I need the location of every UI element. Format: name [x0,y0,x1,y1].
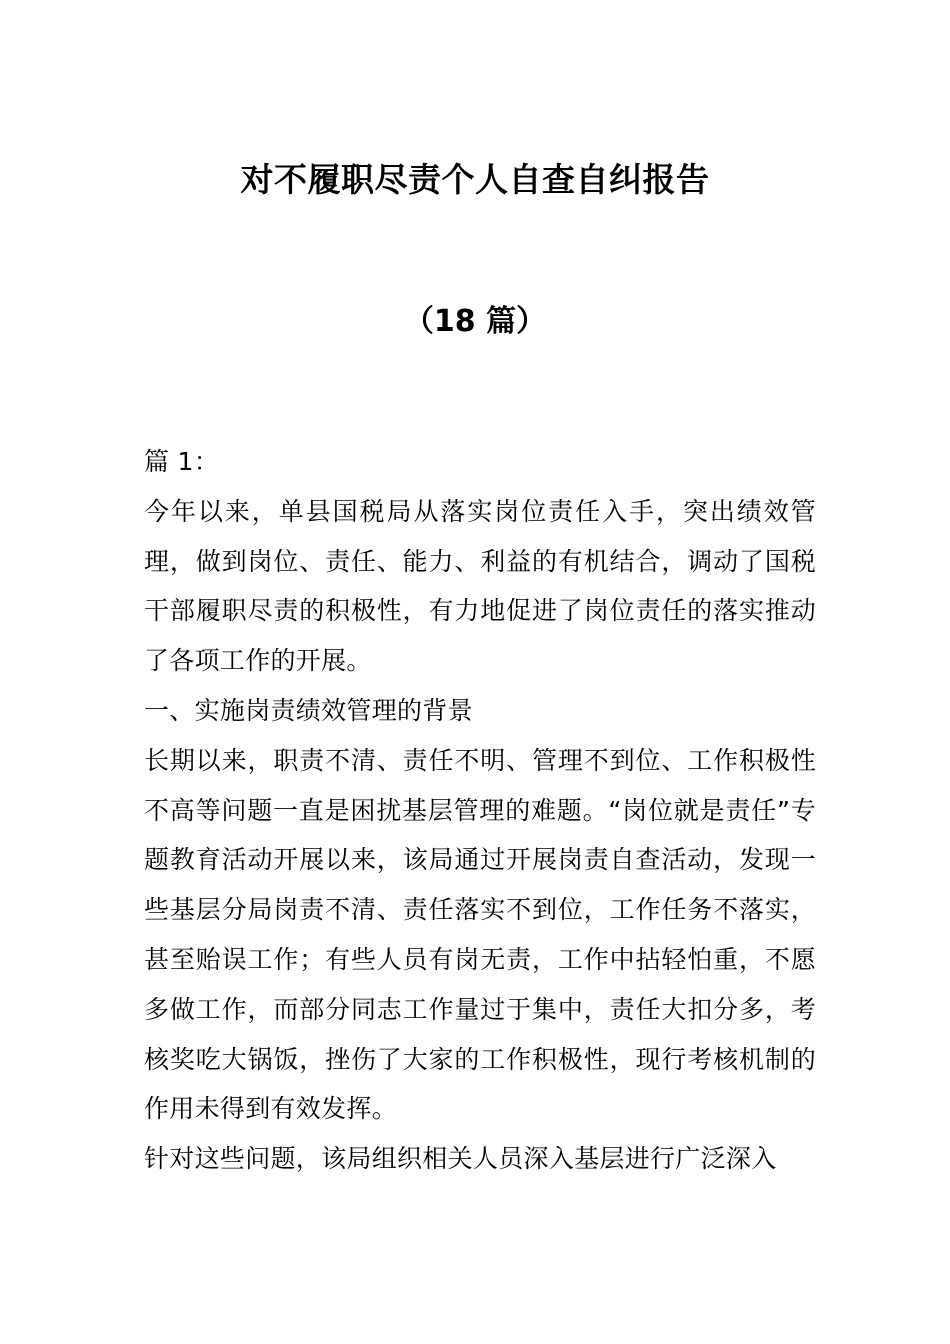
document-title: 对不履职尽责个人自查自纠报告 [240,160,710,199]
body-paragraph: 今年以来，单县国税局从落实岗位责任入手，突出绩效管理，做到岗位、责任、能力、利益的有机结合，调动了国税干部履职尽责的积极性，有力地促进了岗位责任的落实推动了各项工作的开展。 [144,496,816,676]
document-body [144,437,816,1184]
section-label: 篇 1： [144,447,220,476]
document-subtitle: （18 篇） [403,304,547,339]
body-paragraph: 长期以来，职责不清、责任不明、管理不到位、工作积极性不高等问题一直是困扰基层管理的难题。“岗位就是责任”专题教育活动开展以来，该局通过开展岗责自查活动，发现一些基层分局岗责不清、责任落实不到位，工作任务不落实，甚至贻误工作；有些人员有岗无责，工作中拈轻怕重，不愿多做工作，而部分同志工作量过于集中，责任大扣分多，考核奖吃大锅饭，挫伤了大家的工作积极性，现行考核机制的作用未得到有效发挥。 [144,745,816,1124]
section-heading: 一、实施岗责绩效管理的背景 [144,695,473,725]
body-paragraph: 针对这些问题，该局组织相关人员深入基层进行广泛深入 [144,1144,777,1174]
